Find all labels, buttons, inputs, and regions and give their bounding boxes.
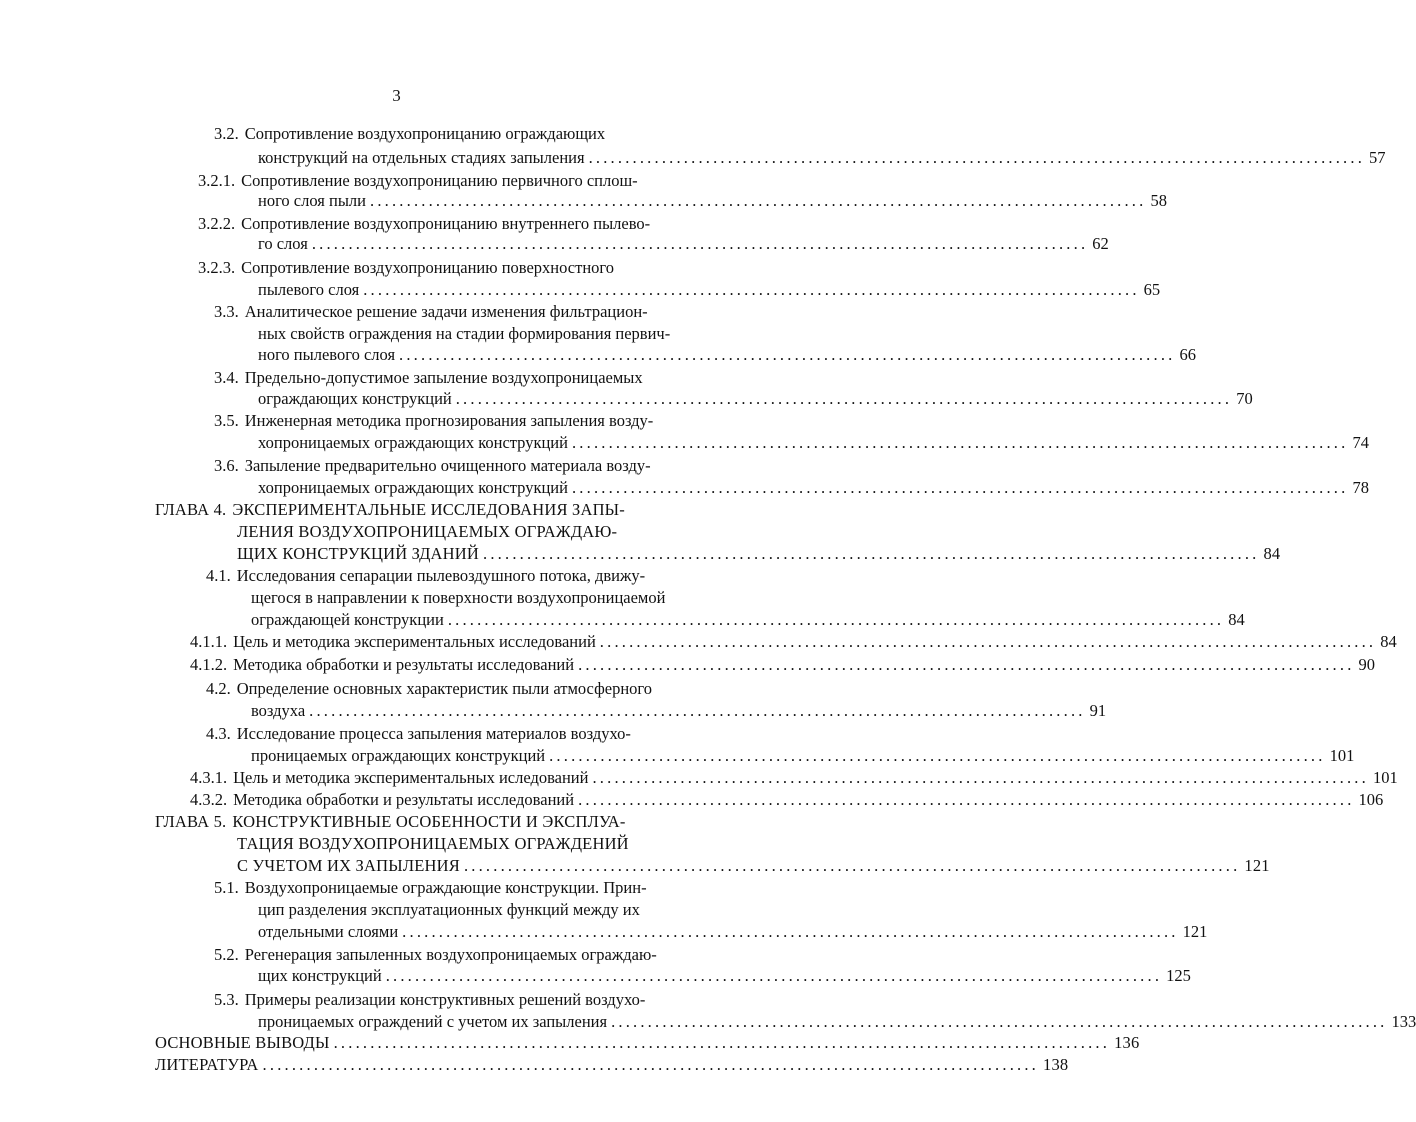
dot-leader: .......................................................................................................... [571, 478, 1349, 497]
toc-number: 4.3. [206, 724, 231, 743]
toc-number: ГЛАВА 5. [155, 812, 227, 831]
toc-title: Цель и методика экспериментальных иследований [233, 768, 589, 787]
toc-title: ных свойств ограждения на стадии формирования первич- [258, 324, 671, 343]
toc-number: 4.3.1. [190, 768, 228, 787]
toc-title: ЛИТЕРАТУРА [155, 1055, 259, 1074]
toc-number: 5.1. [214, 878, 239, 897]
toc-title: Исследования сепарации пылевоздушного потока, движу- [236, 566, 646, 585]
dot-leader: .......................................................................................................... [578, 790, 1355, 809]
toc-title: ограждающих конструкций [258, 389, 452, 408]
toc-page: 90 [1358, 655, 1376, 674]
toc-entry-4-3 [206, 724, 631, 744]
toc-page: 66 [1179, 345, 1196, 364]
toc-page: 121 [1182, 922, 1208, 941]
toc-title: ограждающей конструкции [251, 610, 444, 629]
toc-number: 3.2.1. [198, 171, 236, 190]
toc-entry-3-2-2 [198, 214, 650, 234]
toc-title: Сопротивление воздухопроницанию ограждающих [244, 124, 606, 143]
toc-title: ного пылевого слоя [258, 345, 396, 364]
toc-entry-5-1 [214, 878, 647, 898]
toc-entry-3-3-cont2 [258, 345, 1196, 365]
toc-title: Воздухопроницаемые ограждающие конструкции. Прин- [244, 878, 647, 897]
toc-page: 106 [1358, 790, 1384, 809]
toc-entry-4-3-1 [190, 768, 1398, 788]
toc-page: 62 [1092, 234, 1109, 253]
toc-entry-4-1 [206, 566, 645, 586]
toc-page: 121 [1244, 856, 1270, 875]
toc-number: 5.3. [214, 990, 239, 1009]
toc-page: 84 [1263, 544, 1281, 563]
toc-title: ТАЦИЯ ВОЗДУХОПРОНИЦАЕМЫХ ОГРАЖДЕНИЙ [237, 834, 629, 853]
toc-title: ЭКСПЕРИМЕНТАЛЬНЫЕ ИССЛЕДОВАНИЯ ЗАПЫ- [232, 500, 625, 519]
toc-entry-4-1-cont2 [251, 610, 1245, 630]
toc-title: Инженерная методика прогнозирования запыления возду- [244, 411, 654, 430]
toc-title: Цель и методика экспериментальных исследований [233, 632, 596, 651]
toc-title: воздуха [251, 701, 306, 720]
toc-title: хопроницаемых ограждающих конструкций [258, 433, 568, 452]
toc-page: 84 [1380, 632, 1397, 651]
toc-page: 70 [1236, 389, 1253, 408]
toc-chapter-4-cont1 [237, 522, 617, 542]
toc-title: Аналитическое решение задачи изменения фильтрацион- [244, 302, 648, 321]
toc-chapter-5-cont1 [237, 834, 629, 854]
dot-leader: .......................................................................................................... [549, 746, 1326, 765]
toc-entry-3-5 [214, 411, 653, 431]
toc-number: 3.2. [214, 124, 239, 143]
toc-number: 4.1. [206, 566, 231, 585]
toc-title: ного слоя пыли [258, 191, 366, 210]
dot-leader: .......................................................................................................... [311, 234, 1089, 253]
toc-entry-3-2-3-cont [258, 280, 1161, 300]
toc-page: 138 [1043, 1055, 1069, 1074]
toc-title: Сопротивление воздухопроницанию внутреннего пылево- [241, 214, 651, 233]
toc-entry-5-2-cont [258, 966, 1191, 986]
dot-leader: .......................................................................................................... [611, 1012, 1388, 1031]
toc-title: Методика обработки и результаты исследований [233, 655, 575, 674]
toc-title: хопроницаемых ограждающих конструкций [258, 478, 568, 497]
toc-title: Определение основных характеристик пыли атмосферного [236, 679, 653, 698]
toc-chapter-5-cont2 [237, 856, 1270, 876]
toc-page: 57 [1369, 148, 1386, 167]
toc-number: 5.2. [214, 945, 239, 964]
toc-title: Регенерация запыленных воздухопроницаемых ограждаю- [244, 945, 657, 964]
toc-page: 65 [1143, 280, 1161, 299]
toc-page: 84 [1228, 610, 1245, 629]
toc-chapter-4 [155, 500, 625, 520]
toc-title: Запыление предварительно очищенного материала возду- [244, 456, 651, 475]
toc-title: С УЧЕТОМ ИХ ЗАПЫЛЕНИЯ [237, 856, 460, 875]
toc-title: Примеры реализации конструктивных решений воздухо- [244, 990, 646, 1009]
toc-page: 74 [1352, 433, 1369, 452]
toc-entry-3-2-cont [258, 148, 1386, 168]
toc-entry-5-2 [214, 945, 657, 965]
toc-entry-5-1-cont2 [258, 922, 1208, 942]
toc-entry-4-2 [206, 679, 652, 699]
toc-entry-3-6 [214, 456, 651, 476]
toc-entry-3-2-1-cont [258, 191, 1167, 211]
toc-title: ЛЕНИЯ ВОЗДУХОПРОНИЦАЕМЫХ ОГРАЖДАЮ- [237, 522, 618, 541]
toc-entry-3-3 [214, 302, 648, 322]
toc-title: го слоя [258, 234, 308, 253]
toc-number: 3.4. [214, 368, 239, 387]
toc-title: пылевого слоя [258, 280, 360, 299]
toc-entry-4-2-cont [251, 701, 1107, 721]
toc-entry-3-2 [214, 124, 605, 144]
toc-title: КОНСТРУКТИВНЫЕ ОСОБЕННОСТИ И ЭКСПЛУА- [232, 812, 626, 831]
toc-title: Сопротивление воздухопроницанию поверхностного [241, 258, 615, 277]
toc-entry-4-1-cont1 [251, 588, 665, 608]
dot-leader: .......................................................................................................... [333, 1033, 1111, 1052]
dot-leader: .......................................................................................................... [385, 966, 1163, 985]
toc-conclusions [155, 1033, 1140, 1053]
toc-number: 3.5. [214, 411, 239, 430]
toc-entry-3-2-3 [198, 258, 614, 278]
toc-title: проницаемых ограждающих конструкций [251, 746, 546, 765]
toc-entry-4-3-cont [251, 746, 1355, 766]
dot-leader: .......................................................................................................... [483, 544, 1260, 563]
dot-leader: .......................................................................................................... [370, 191, 1147, 210]
toc-number: 3.2.2. [198, 214, 236, 233]
toc-chapter-4-cont2 [237, 544, 1281, 564]
dot-leader: .......................................................................................................... [571, 433, 1349, 452]
toc-entry-4-1-2 [190, 655, 1376, 675]
toc-title: ОСНОВНЫЕ ВЫВОДЫ [155, 1033, 330, 1052]
dot-leader: .......................................................................................................... [578, 655, 1355, 674]
toc-number: 4.1.2. [190, 655, 228, 674]
toc-number: 4.1.1. [190, 632, 228, 651]
toc-title: щих конструкций [258, 966, 382, 985]
toc-page: 136 [1114, 1033, 1140, 1052]
toc-entry-3-6-cont [258, 478, 1369, 498]
dot-leader: .......................................................................................................... [447, 610, 1225, 629]
toc-title: Сопротивление воздухопроницанию первичного сплош- [241, 171, 638, 190]
toc-page: 125 [1166, 966, 1191, 985]
dot-leader: .......................................................................................................... [309, 701, 1086, 720]
toc-page: 58 [1150, 191, 1167, 210]
toc-title: Методика обработки и результаты исследований [233, 790, 575, 809]
toc-number: 4.2. [206, 679, 231, 698]
dot-leader: .......................................................................................................... [592, 768, 1369, 787]
toc-number: 3.2.3. [198, 258, 236, 277]
dot-leader: .......................................................................................................... [588, 148, 1366, 167]
toc-title: Предельно-допустимое запыление воздухопроницаемых [244, 368, 643, 387]
toc-page: 133 [1391, 1012, 1416, 1031]
toc-entry-5-3-cont [258, 1012, 1416, 1032]
dot-leader: .......................................................................................................... [262, 1055, 1039, 1074]
toc-entry-3-3-cont1 [258, 324, 670, 344]
toc-number: 3.6. [214, 456, 239, 475]
toc-page: 101 [1329, 746, 1355, 765]
toc-title: проницаемых ограждений с учетом их запыления [258, 1012, 608, 1031]
toc-page: 78 [1352, 478, 1369, 497]
toc-entry-3-4 [214, 368, 643, 388]
dot-leader: .......................................................................................................... [363, 280, 1140, 299]
toc-number: ГЛАВА 4. [155, 500, 227, 519]
toc-title: Исследование процесса запыления материалов воздухо- [236, 724, 631, 743]
dot-leader: .......................................................................................................... [455, 389, 1233, 408]
toc-entry-4-1-1 [190, 632, 1397, 652]
toc-entry-3-4-cont [258, 389, 1253, 409]
toc-entry-4-3-2 [190, 790, 1384, 810]
dot-leader: .......................................................................................................... [402, 922, 1179, 941]
toc-title: цип разделения эксплуатационных функций между их [258, 900, 640, 919]
toc-literature [155, 1055, 1069, 1075]
toc-title: щегося в направлении к поверхности воздухопроницаемой [251, 588, 666, 607]
toc-chapter-5 [155, 812, 626, 832]
toc-entry-3-2-1 [198, 171, 638, 191]
toc-title: конструкций на отдельных стадиях запыления [258, 148, 585, 167]
dot-leader: .......................................................................................................... [399, 345, 1176, 364]
toc-title: отдельными слоями [258, 922, 399, 941]
page-number: 3 [392, 86, 401, 105]
toc-page: 101 [1372, 768, 1398, 787]
toc-number: 4.3.2. [190, 790, 228, 809]
toc-entry-5-3 [214, 990, 645, 1010]
toc-title: ЩИХ КОНСТРУКЦИЙ ЗДАНИЙ [237, 544, 480, 563]
dot-leader: .......................................................................................................... [463, 856, 1241, 875]
toc-entry-5-1-cont1 [258, 900, 640, 920]
toc-page: 91 [1089, 701, 1107, 720]
toc-number: 3.3. [214, 302, 239, 321]
toc-entry-3-2-2-cont [258, 234, 1109, 254]
dot-leader: .......................................................................................................... [599, 632, 1377, 651]
toc-entry-3-5-cont [258, 433, 1369, 453]
